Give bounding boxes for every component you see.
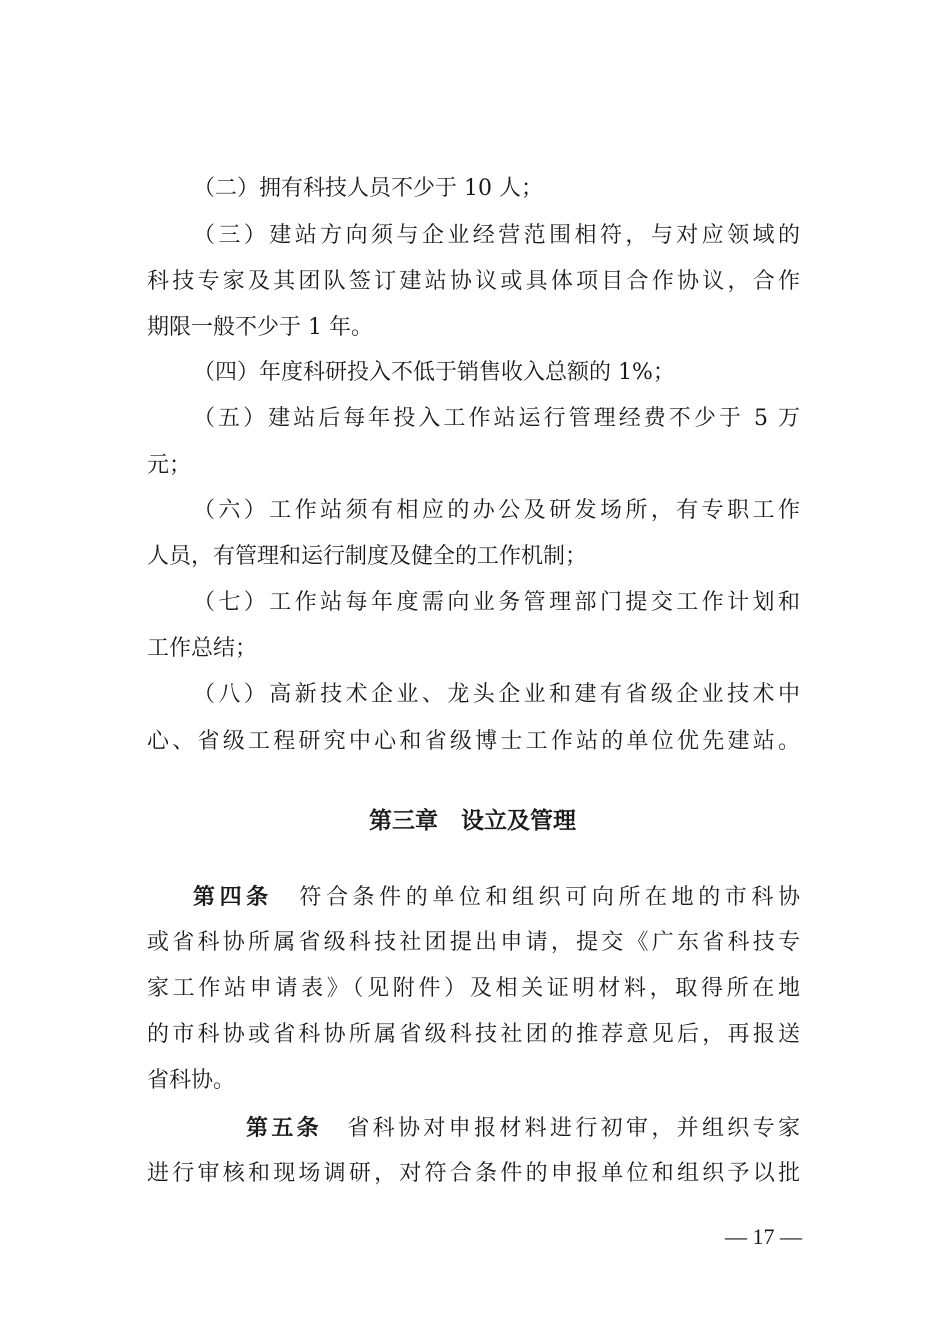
paragraph-line: 工作总结； (147, 636, 258, 661)
paragraph-line: 省科协。 (147, 1068, 236, 1093)
paragraph-line: 心、省级工程研究中心和省级博士工作站的单位优先建站。 (147, 729, 800, 754)
paragraph-line: （四）年度科研投入不低于销售收入总额的 1%； (193, 360, 675, 385)
paragraph-line: （二）拥有科技人员不少于 10 人； (193, 176, 543, 201)
article-label: 第五条 (246, 1115, 322, 1141)
page-number: — 17 — (725, 1224, 802, 1249)
article-label: 第四条 (193, 884, 273, 910)
paragraph-line: 科技专家及其团队签订建站协议或具体项目合作协议，合作 (147, 269, 800, 294)
paragraph-line: 的市科协或省科协所属省级科技社团的推荐意见后，再报送 (147, 1022, 800, 1047)
paragraph-line: （三）建站方向须与企业经营范围相符，与对应领域的 (193, 223, 800, 248)
paragraph-line: （八）高新技术企业、龙头企业和建有省级企业技术中 (193, 682, 800, 707)
article-text: 符合条件的单位和组织可向所在地的市科协 (294, 885, 800, 910)
chapter-heading: 第三章 设立及管理 (369, 807, 576, 834)
paragraph-line: 或省科协所属省级科技社团提出申请，提交《广东省科技专 (147, 930, 800, 955)
paragraph-line: 家工作站申请表》（见附件）及相关证明材料，取得所在地 (147, 976, 800, 1001)
paragraph-line: （五）建站后每年投入工作站运行管理经费不少于 5 万 (193, 406, 800, 431)
paragraph-line: （七）工作站每年度需向业务管理部门提交工作计划和 (193, 590, 800, 615)
article-text: 省科协对申报材料进行初审，并组织专家 (344, 1116, 800, 1141)
paragraph-line: 人员，有管理和运行制度及健全的工作机制； (147, 544, 588, 569)
paragraph-line: （六）工作站须有相应的办公及研发场所，有专职工作 (193, 498, 800, 523)
article-first-line (147, 1113, 800, 1144)
paragraph-line: 进行审核和现场调研，对符合条件的申报单位和组织予以批 (147, 1161, 800, 1186)
paragraph-line: 期限一般不少于 1 年。 (147, 315, 373, 340)
paragraph-line: 元； (147, 453, 192, 478)
article-first-line (147, 882, 800, 913)
